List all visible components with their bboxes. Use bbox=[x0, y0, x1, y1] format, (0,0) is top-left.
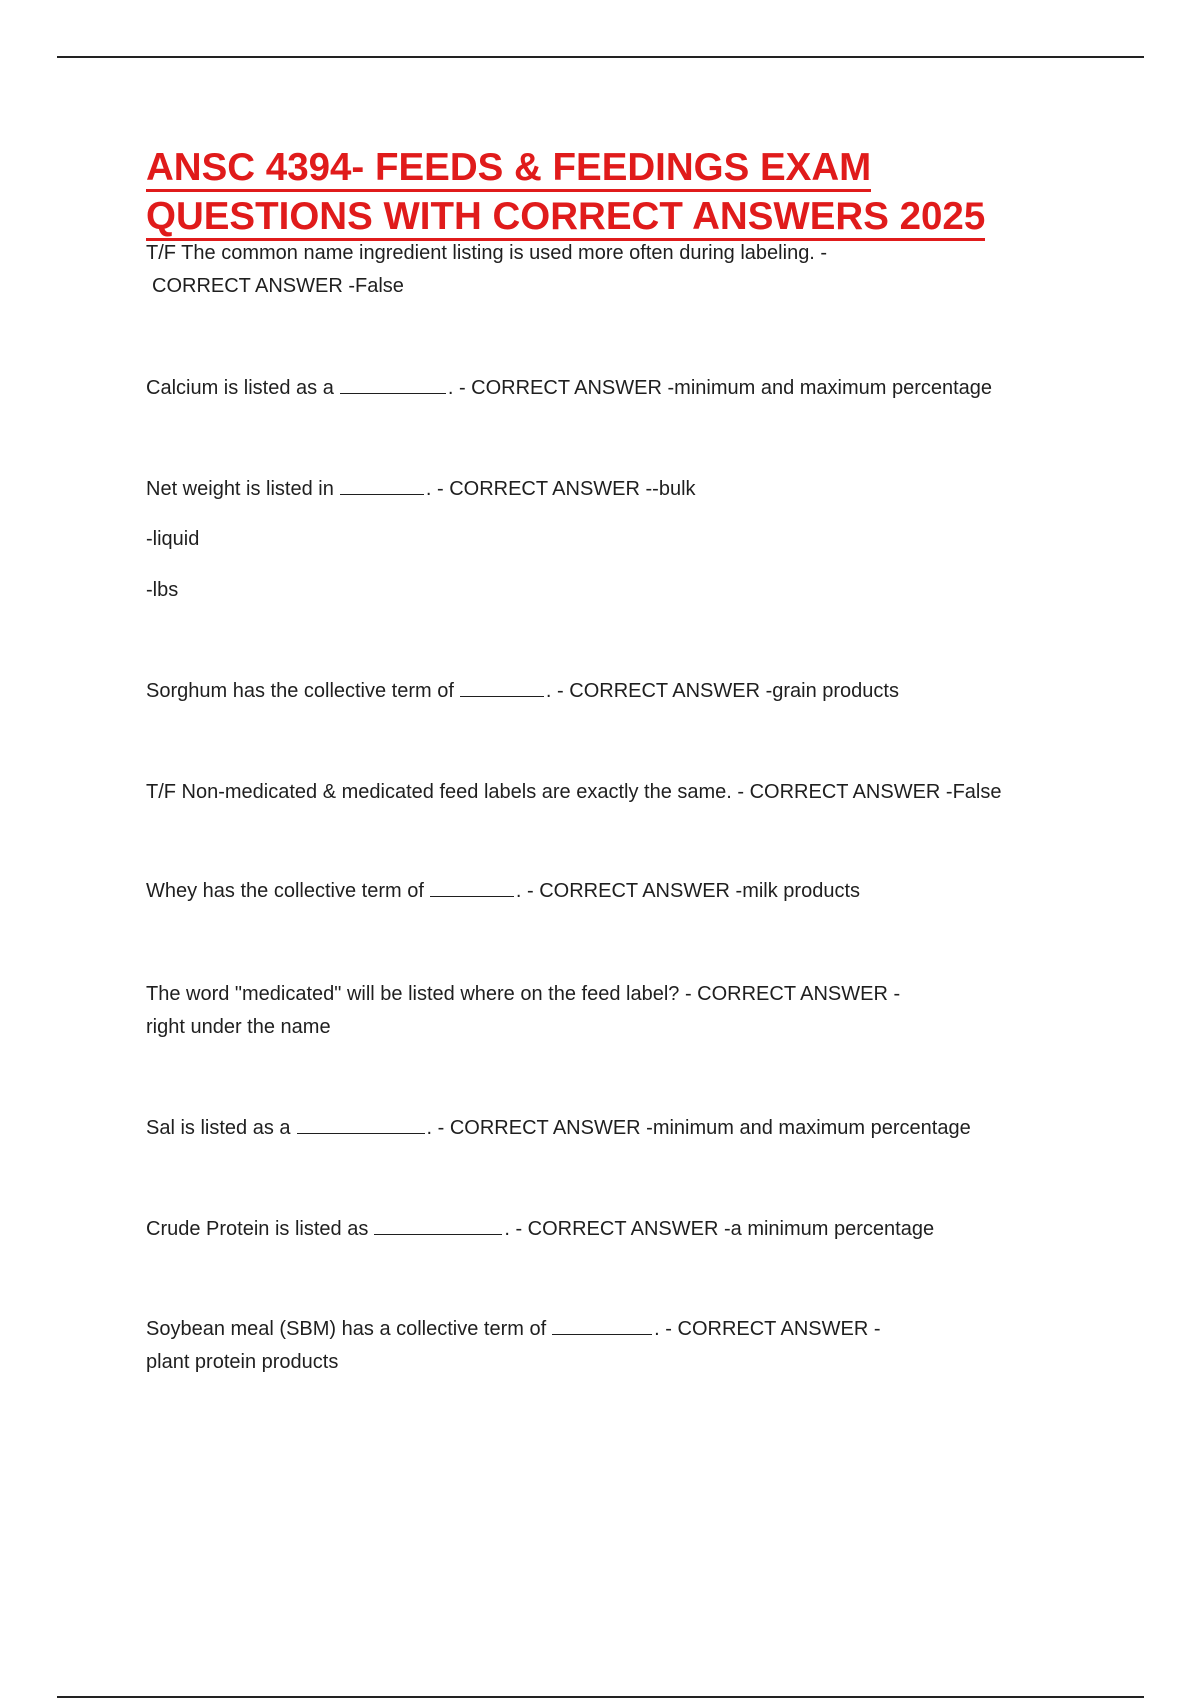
qa-answer: . - CORRECT ANSWER -minimum and maximum percentage bbox=[447, 377, 993, 399]
qa-question: Calcium is listed as a bbox=[146, 377, 334, 399]
qa-question: T/F Non-medicated & medicated feed labels are exactly the same. - CORRECT ANSWER -False bbox=[146, 781, 1002, 803]
qa-item-8 bbox=[146, 1112, 1106, 1145]
qa-answer-line: -liquid bbox=[146, 528, 200, 550]
header-rule bbox=[57, 56, 1144, 58]
qa-answer: right under the name bbox=[146, 1016, 331, 1038]
qa-answer: CORRECT ANSWER -False bbox=[152, 275, 404, 297]
qa-answer: . - CORRECT ANSWER -a minimum percentage bbox=[504, 1218, 935, 1240]
qa-question: T/F The common name ingredient listing is used more often during labeling. - bbox=[146, 242, 828, 264]
qa-answer: . - CORRECT ANSWER -grain products bbox=[545, 680, 899, 702]
qa-item-10 bbox=[146, 1313, 1106, 1379]
qa-question: Soybean meal (SBM) has a collective term of bbox=[146, 1318, 547, 1340]
qa-item-5 bbox=[146, 776, 1106, 809]
qa-item-9 bbox=[146, 1213, 1106, 1246]
document-title bbox=[146, 145, 1146, 243]
title-line-2: QUESTIONS WITH CORRECT ANSWERS 2025 bbox=[146, 196, 985, 241]
qa-question: Sorghum has the collective term of bbox=[146, 680, 454, 702]
qa-answer-continued: plant protein products bbox=[146, 1351, 339, 1373]
answer-blank bbox=[430, 876, 514, 897]
qa-answer: . - CORRECT ANSWER -milk products bbox=[515, 880, 861, 902]
answer-blank bbox=[460, 676, 544, 697]
qa-question: The word "medicated" will be listed where on the feed label? - CORRECT ANSWER - bbox=[146, 983, 901, 1005]
qa-answer: . - CORRECT ANSWER -minimum and maximum percentage bbox=[426, 1117, 971, 1139]
qa-answer: . - CORRECT ANSWER - bbox=[654, 1318, 881, 1340]
qa-question: Net weight is listed in bbox=[146, 478, 334, 500]
answer-blank bbox=[374, 1214, 502, 1235]
qa-answer: . - CORRECT ANSWER --bulk bbox=[425, 478, 696, 500]
qa-question: Crude Protein is listed as bbox=[146, 1218, 369, 1240]
title-line-1: ANSC 4394- FEEDS & FEEDINGS EXAM bbox=[146, 147, 871, 192]
qa-question: Sal is listed as a bbox=[146, 1117, 291, 1139]
footer-rule bbox=[57, 1696, 1144, 1698]
qa-item-6 bbox=[146, 875, 1106, 908]
answer-blank bbox=[340, 373, 446, 394]
answer-blank bbox=[340, 474, 424, 495]
qa-answer-line: -lbs bbox=[146, 579, 179, 601]
qa-item-2 bbox=[146, 372, 1106, 405]
answer-blank bbox=[297, 1113, 425, 1134]
qa-item-1 bbox=[146, 237, 1106, 303]
qa-item-4 bbox=[146, 675, 1106, 708]
qa-item-3 bbox=[146, 473, 1106, 506]
qa-question: Whey has the collective term of bbox=[146, 880, 424, 902]
answer-blank bbox=[552, 1314, 652, 1335]
qa-item-7 bbox=[146, 978, 1106, 1044]
